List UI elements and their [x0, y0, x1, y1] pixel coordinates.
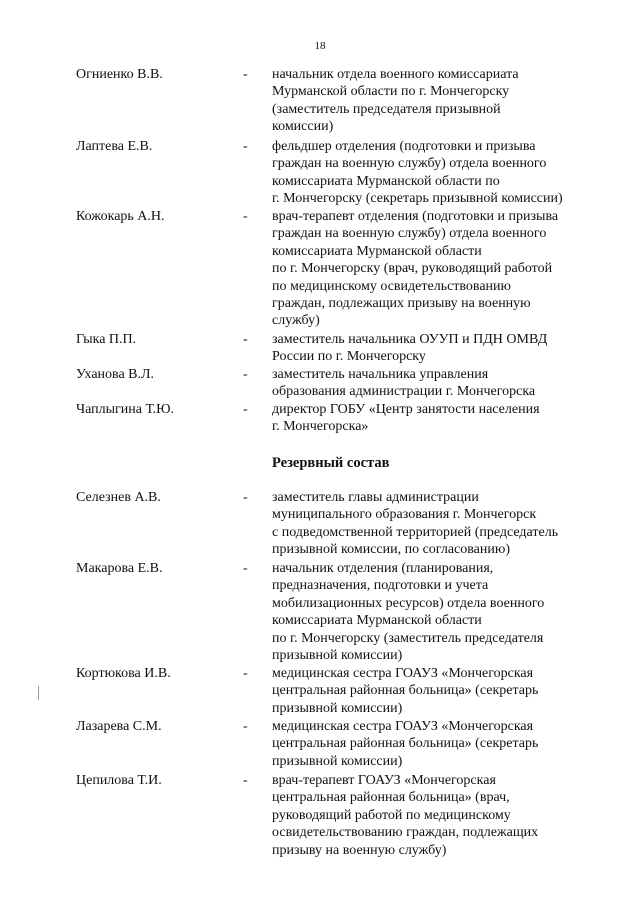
position-line: центральная районная больница» (секретарь: [272, 683, 539, 699]
position-line: комиссариата Мурманской области по: [272, 173, 500, 189]
position-line: призывной комиссии): [272, 700, 403, 716]
dash-separator: -: [243, 332, 248, 347]
member-position: [272, 718, 607, 770]
position-line: муниципального образования г. Мончегорск: [272, 507, 537, 523]
dash-separator: -: [243, 402, 248, 417]
position-line: граждан на военную службу) отдела военного: [272, 156, 547, 172]
member-name: Селезнев А.В.: [76, 490, 161, 505]
position-line: заместитель главы администрации: [272, 490, 479, 505]
position-line: России по г. Мончегорску: [272, 349, 426, 365]
member-position: [272, 208, 607, 330]
dash-separator: -: [243, 719, 248, 734]
position-line: комиссии): [272, 119, 334, 135]
scan-margin-mark: [38, 686, 39, 700]
member-position: [272, 772, 607, 859]
position-line: призывной комиссии): [272, 648, 403, 664]
dash-separator: -: [243, 561, 248, 576]
position-line: медицинская сестра ГОАУЗ «Мончегорская: [272, 719, 534, 734]
position-line: врач-терапевт ГОАУЗ «Мончегорская: [272, 773, 496, 788]
member-name: Чаплыгина Т.Ю.: [76, 402, 174, 417]
member-name: Лазарева С.М.: [76, 719, 162, 734]
member-position: [272, 401, 607, 436]
position-line: призывной комиссии): [272, 753, 403, 769]
dash-separator: -: [243, 139, 248, 154]
dash-separator: -: [243, 773, 248, 788]
position-line: г. Мончегорска»: [272, 419, 369, 435]
position-line: (заместитель председателя призывной: [272, 101, 501, 117]
member-name: Лаптева Е.В.: [76, 139, 153, 154]
position-line: образования администрации г. Мончегорска: [272, 384, 536, 400]
position-line: фельдшер отделения (подготовки и призыва: [272, 139, 536, 154]
member-position: [272, 560, 607, 664]
position-line: заместитель начальника ОУУП и ПДН ОМВД: [272, 332, 548, 347]
position-line: по медицинскому освидетельствованию: [272, 278, 512, 294]
position-line: призыву на военную службу): [272, 842, 447, 858]
member-name: Уханова В.Л.: [76, 367, 155, 382]
member-position: [272, 366, 607, 401]
member-position: [272, 331, 607, 366]
position-line: граждан на военную службу) отдела военного: [272, 226, 547, 242]
position-line: комиссариата Мурманской области: [272, 613, 482, 629]
position-line: заместитель начальника управления: [272, 367, 489, 382]
position-line: центральная районная больница» (врач,: [272, 790, 510, 806]
section-heading: Резервный состав: [272, 455, 390, 471]
position-line: мобилизационных ресурсов) отдела военного: [272, 595, 545, 611]
member-name: Кортюкова И.В.: [76, 666, 171, 681]
position-line: с подведомственной территорией (председатель: [272, 524, 559, 540]
position-line: Мурманской области по г. Мончегорску: [272, 84, 510, 100]
member-position: [272, 66, 607, 136]
position-line: предназначения, подготовки и учета: [272, 578, 489, 594]
dash-separator: -: [243, 209, 248, 224]
position-line: освидетельствованию граждан, подлежащих: [272, 825, 539, 841]
dash-separator: -: [243, 666, 248, 681]
position-line: г. Мончегорску (секретарь призывной комиссии): [272, 191, 563, 207]
member-name: Цепилова Т.И.: [76, 773, 162, 788]
position-line: начальник отдела военного комиссариата: [272, 67, 519, 82]
member-position: [272, 489, 607, 559]
member-name: Гыка П.П.: [76, 332, 137, 347]
position-line: по г. Мончегорску (заместитель председателя: [272, 630, 544, 646]
position-line: службу): [272, 313, 320, 329]
position-line: медицинская сестра ГОАУЗ «Мончегорская: [272, 666, 534, 681]
member-name: Макарова Е.В.: [76, 561, 163, 576]
dash-separator: -: [243, 367, 248, 382]
member-name: Кожокарь А.Н.: [76, 209, 165, 224]
page-number: 18: [314, 40, 326, 52]
position-line: граждан, подлежащих призыву на военную: [272, 296, 531, 312]
position-line: по г. Мончегорску (врач, руководящий работой: [272, 261, 553, 277]
member-name: Огниенко В.В.: [76, 67, 163, 82]
member-position: [272, 138, 607, 208]
dash-separator: -: [243, 67, 248, 82]
position-line: начальник отделения (планирования,: [272, 561, 494, 576]
position-line: призывной комиссии, по согласованию): [272, 542, 510, 558]
position-line: комиссариата Мурманской области: [272, 243, 482, 259]
member-position: [272, 665, 607, 717]
dash-separator: -: [243, 490, 248, 505]
position-line: руководящий работой по медицинскому: [272, 807, 511, 823]
position-line: центральная районная больница» (секретарь: [272, 736, 539, 752]
position-line: врач-терапевт отделения (подготовки и призыва: [272, 209, 559, 224]
position-line: директор ГОБУ «Центр занятости населения: [272, 402, 540, 417]
